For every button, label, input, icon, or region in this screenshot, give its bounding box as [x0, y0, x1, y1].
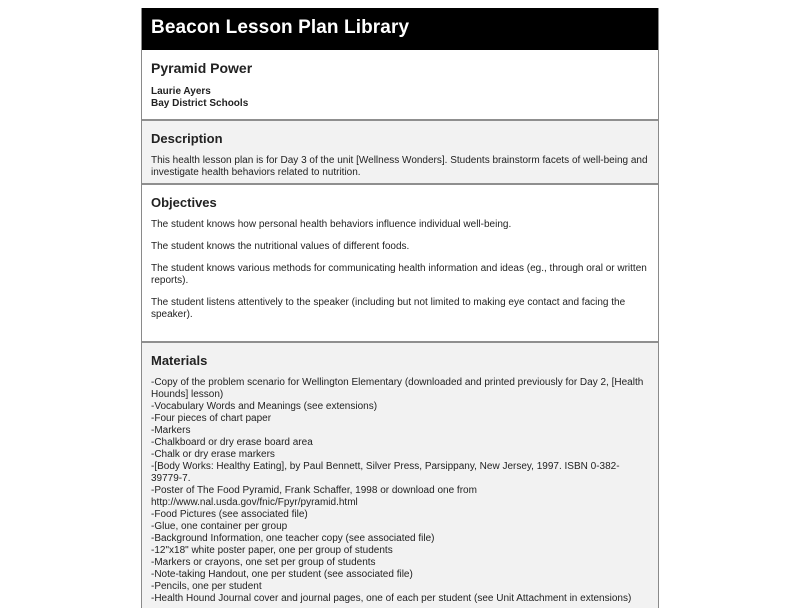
description-section — [142, 121, 658, 185]
material-item: -Poster of The Food Pyramid, Frank Schaffer, 1998 or download one from http://www.nal.usda.gov/fnic/Fpyr/pyramid.html — [151, 485, 477, 508]
material-item: -12"x18" white poster paper, one per group of students — [151, 545, 393, 556]
material-item: -Health Hound Journal cover and journal pages, one of each per student (see Unit Attachment in extensions) — [151, 593, 632, 604]
material-item: -Pencils, one per student — [151, 581, 262, 592]
lesson-title: Pyramid Power — [151, 60, 253, 76]
material-item: -Vocabulary Words and Meanings (see extensions) — [151, 401, 378, 412]
lesson-header — [142, 50, 658, 121]
objective-item: The student knows how personal health behaviors influence individual well-being. — [151, 219, 512, 230]
material-item: -Markers — [151, 425, 191, 436]
objective-item: The student knows the nutritional values of different foods. — [151, 241, 410, 252]
lesson-district: Bay District Schools — [151, 98, 249, 109]
site-banner — [142, 8, 658, 50]
materials-heading: Materials — [151, 353, 208, 368]
material-item: -Markers or crayons, one set per group of students — [151, 557, 376, 568]
site-title: Beacon Lesson Plan Library — [151, 17, 410, 38]
objective-item: The student knows various methods for communicating health information and ideas (eg., through oral or written reports). — [151, 263, 647, 286]
lesson-page — [141, 8, 659, 608]
material-item: -Food Pictures (see associated file) — [151, 509, 308, 520]
material-item: -[Body Works: Healthy Eating], by Paul Bennett, Silver Press, Parsippany, New Jersey, 1997. ISBN 0-382-39779-7. — [151, 461, 620, 484]
material-item: -Chalk or dry erase markers — [151, 449, 275, 460]
objectives-section — [142, 185, 658, 343]
material-item: -Chalkboard or dry erase board area — [151, 437, 313, 448]
material-item: -Glue, one container per group — [151, 521, 288, 532]
materials-section — [142, 343, 658, 608]
objective-item: The student listens attentively to the speaker (including but not limited to making eye contact and facing the speaker). — [151, 297, 626, 320]
material-item: -Copy of the problem scenario for Wellington Elementary (downloaded and printed previously for Day 2, [Health Hounds] lesson) — [151, 377, 644, 400]
description-text: This health lesson plan is for Day 3 of the unit [Wellness Wonders]. Students brainstorm facets of well-being and investigate health behaviors related to nutrition. — [151, 155, 648, 178]
lesson-author: Laurie Ayers — [151, 86, 211, 97]
material-item: -Note-taking Handout, one per student (see associated file) — [151, 569, 413, 580]
material-item: -Four pieces of chart paper — [151, 413, 272, 424]
objectives-heading: Objectives — [151, 195, 217, 210]
description-heading: Description — [151, 131, 223, 146]
material-item: -Background Information, one teacher copy (see associated file) — [151, 533, 435, 544]
